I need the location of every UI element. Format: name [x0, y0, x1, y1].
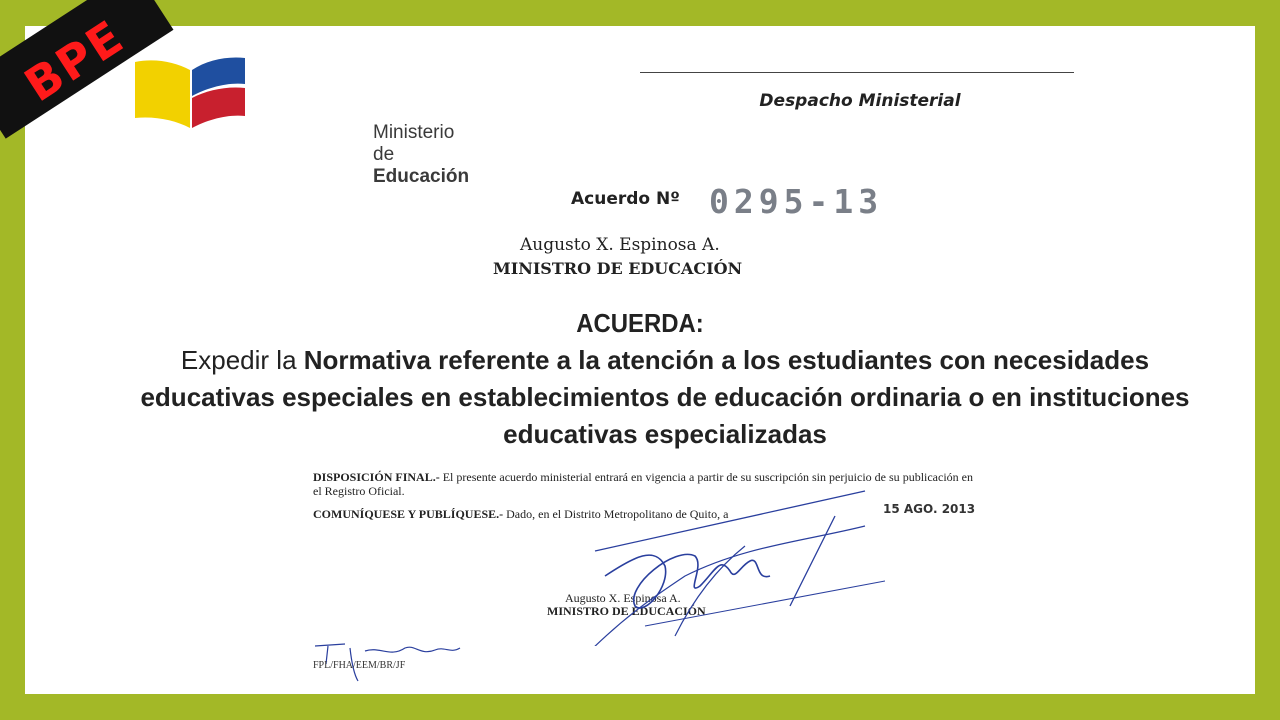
resolution-body: Normativa referente a la atención a los estudiantes con necesidades educativas especiales en establecimientos de educación ordinaria o en instituciones educativas especializadas — [140, 345, 1190, 449]
minister-title: MINISTRO DE EDUCACIÓN — [493, 259, 743, 278]
disposicion-text: El presente acuerdo ministerial entrará en vigencia a partir de su suscripción sin perjuicio de su publicación en el Registro Oficial. — [313, 470, 974, 498]
acuerdo-number: 0295-13 — [709, 182, 884, 221]
comuniquese-label: COMUNÍQUESE Y PUBLÍQUESE.- — [313, 507, 504, 521]
comuniquese-text: Dado, en el Distrito Metropolitano de Quito, a — [503, 507, 729, 521]
signature-name: Augusto X. Espinosa A. — [565, 591, 681, 605]
document-page — [25, 26, 1255, 694]
minister-name: Augusto X. Espinosa A. — [520, 235, 720, 255]
header-rule — [640, 72, 1074, 73]
resolution-lead: Expedir la — [180, 345, 304, 375]
logo-text — [373, 122, 469, 188]
header-title: Despacho Ministerial — [759, 91, 961, 111]
signature-title: MINISTRO DE EDUCACIÓN — [547, 604, 706, 618]
disposicion-label: DISPOSICIÓN FINAL.- — [313, 470, 440, 484]
logo-line2-prefix: de — [373, 144, 395, 165]
logo-line2-bold: Educación — [373, 166, 470, 187]
flag-book-icon — [135, 56, 255, 136]
handwritten-signature — [545, 486, 885, 646]
resolution-text — [115, 342, 1215, 453]
acuerdo-label: Acuerdo Nº — [571, 189, 680, 209]
date-stamp: 15 AGO. 2013 — [883, 502, 976, 516]
resolution-heading: ACUERDA: — [576, 308, 704, 338]
badge-text: BPE — [15, 9, 134, 113]
initials-text: FPL/FHA/EEM/BR/JF — [313, 660, 406, 671]
ministry-logo — [135, 56, 470, 187]
logo-line1: Ministerio — [373, 122, 455, 143]
